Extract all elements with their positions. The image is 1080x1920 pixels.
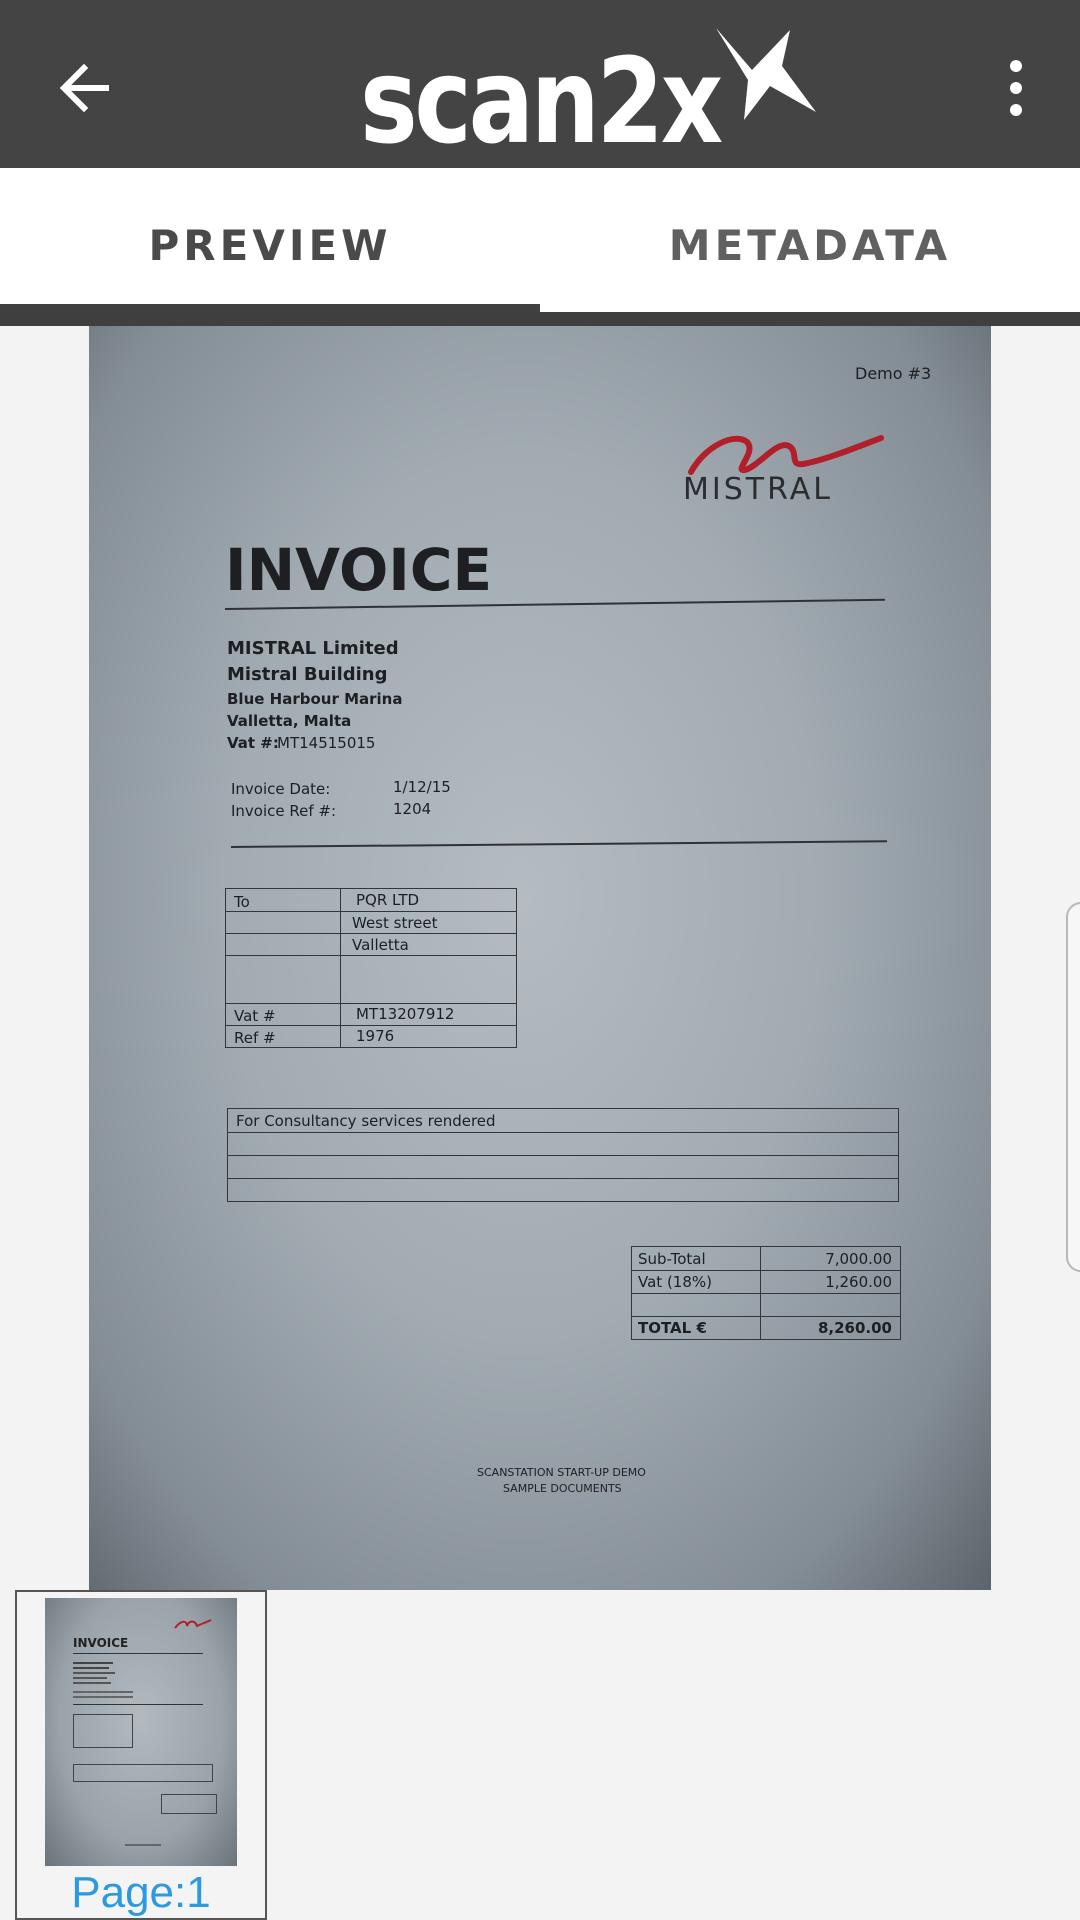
subtotal-value: 7,000.00 <box>825 1250 892 1268</box>
company-vat-value: MT14515015 <box>277 734 376 752</box>
vat-value: 1,260.00 <box>825 1273 892 1291</box>
logo-x-mark <box>716 28 816 120</box>
invoice-title: INVOICE <box>225 536 493 604</box>
subtotal-label: Sub-Total <box>638 1250 706 1268</box>
page-thumbnail[interactable] <box>15 1590 267 1920</box>
app-logo <box>360 20 820 150</box>
tab-preview[interactable]: PREVIEW <box>148 220 392 270</box>
invoice-ref-label: Invoice Ref #: <box>231 802 337 820</box>
thumbnail-image <box>45 1598 237 1866</box>
svg-text:scan2x: scan2x <box>360 32 723 150</box>
mistral-brand: MISTRAL <box>683 472 833 507</box>
footer-line-1: SCANSTATION START-UP DEMO <box>477 1466 646 1479</box>
company-street: Blue Harbour Marina <box>227 690 403 708</box>
footer-line-2: SAMPLE DOCUMENTS <box>503 1482 622 1495</box>
description-table <box>227 1108 899 1202</box>
document-preview[interactable] <box>89 326 991 1590</box>
vat-label: Vat (18%) <box>638 1273 712 1291</box>
total-label: TOTAL € <box>638 1319 707 1337</box>
totals-table <box>631 1246 901 1340</box>
company-vat-label: Vat #: <box>227 734 279 752</box>
tab-metadata[interactable]: METADATA <box>668 220 952 270</box>
company-name: MISTRAL Limited <box>227 638 399 659</box>
to-vat-value: MT13207912 <box>356 1005 455 1023</box>
back-button[interactable] <box>40 44 128 132</box>
to-vat-label: Vat # <box>234 1007 276 1025</box>
tab-bar <box>0 168 1080 312</box>
demo-label: Demo #3 <box>855 364 932 383</box>
overflow-menu-button[interactable] <box>972 44 1060 132</box>
thumbnail-logo-swoosh <box>173 1618 213 1630</box>
invoice-date: 1/12/15 <box>393 778 451 796</box>
service-description: For Consultancy services rendered <box>236 1112 496 1130</box>
to-label: To <box>234 893 250 911</box>
to-city: Valletta <box>352 936 409 954</box>
to-ref-label: Ref # <box>234 1029 276 1047</box>
tab-bar-shadow <box>0 312 1080 326</box>
company-building: Mistral Building <box>227 664 388 685</box>
to-street: West street <box>352 914 438 932</box>
invoice-date-label: Invoice Date: <box>231 780 331 798</box>
preview-area <box>0 326 1080 1920</box>
to-ref-value: 1976 <box>356 1027 395 1045</box>
drawer-handle[interactable] <box>1066 902 1080 1272</box>
invoice-ref: 1204 <box>393 800 432 818</box>
arrow-left-icon <box>56 60 112 116</box>
total-value: 8,260.00 <box>817 1319 892 1337</box>
page-number-label: Page:1 <box>71 1868 211 1917</box>
recipient-table <box>225 888 517 1048</box>
thumbnail-title: INVOICE <box>73 1636 129 1650</box>
company-city: Valletta, Malta <box>227 712 352 730</box>
header-rule <box>231 840 887 848</box>
to-name: PQR LTD <box>356 891 420 909</box>
app-bar <box>0 0 1080 168</box>
more-vertical-icon <box>1004 58 1028 118</box>
mistral-logo-swoosh <box>685 426 885 476</box>
active-tab-indicator <box>0 304 540 312</box>
